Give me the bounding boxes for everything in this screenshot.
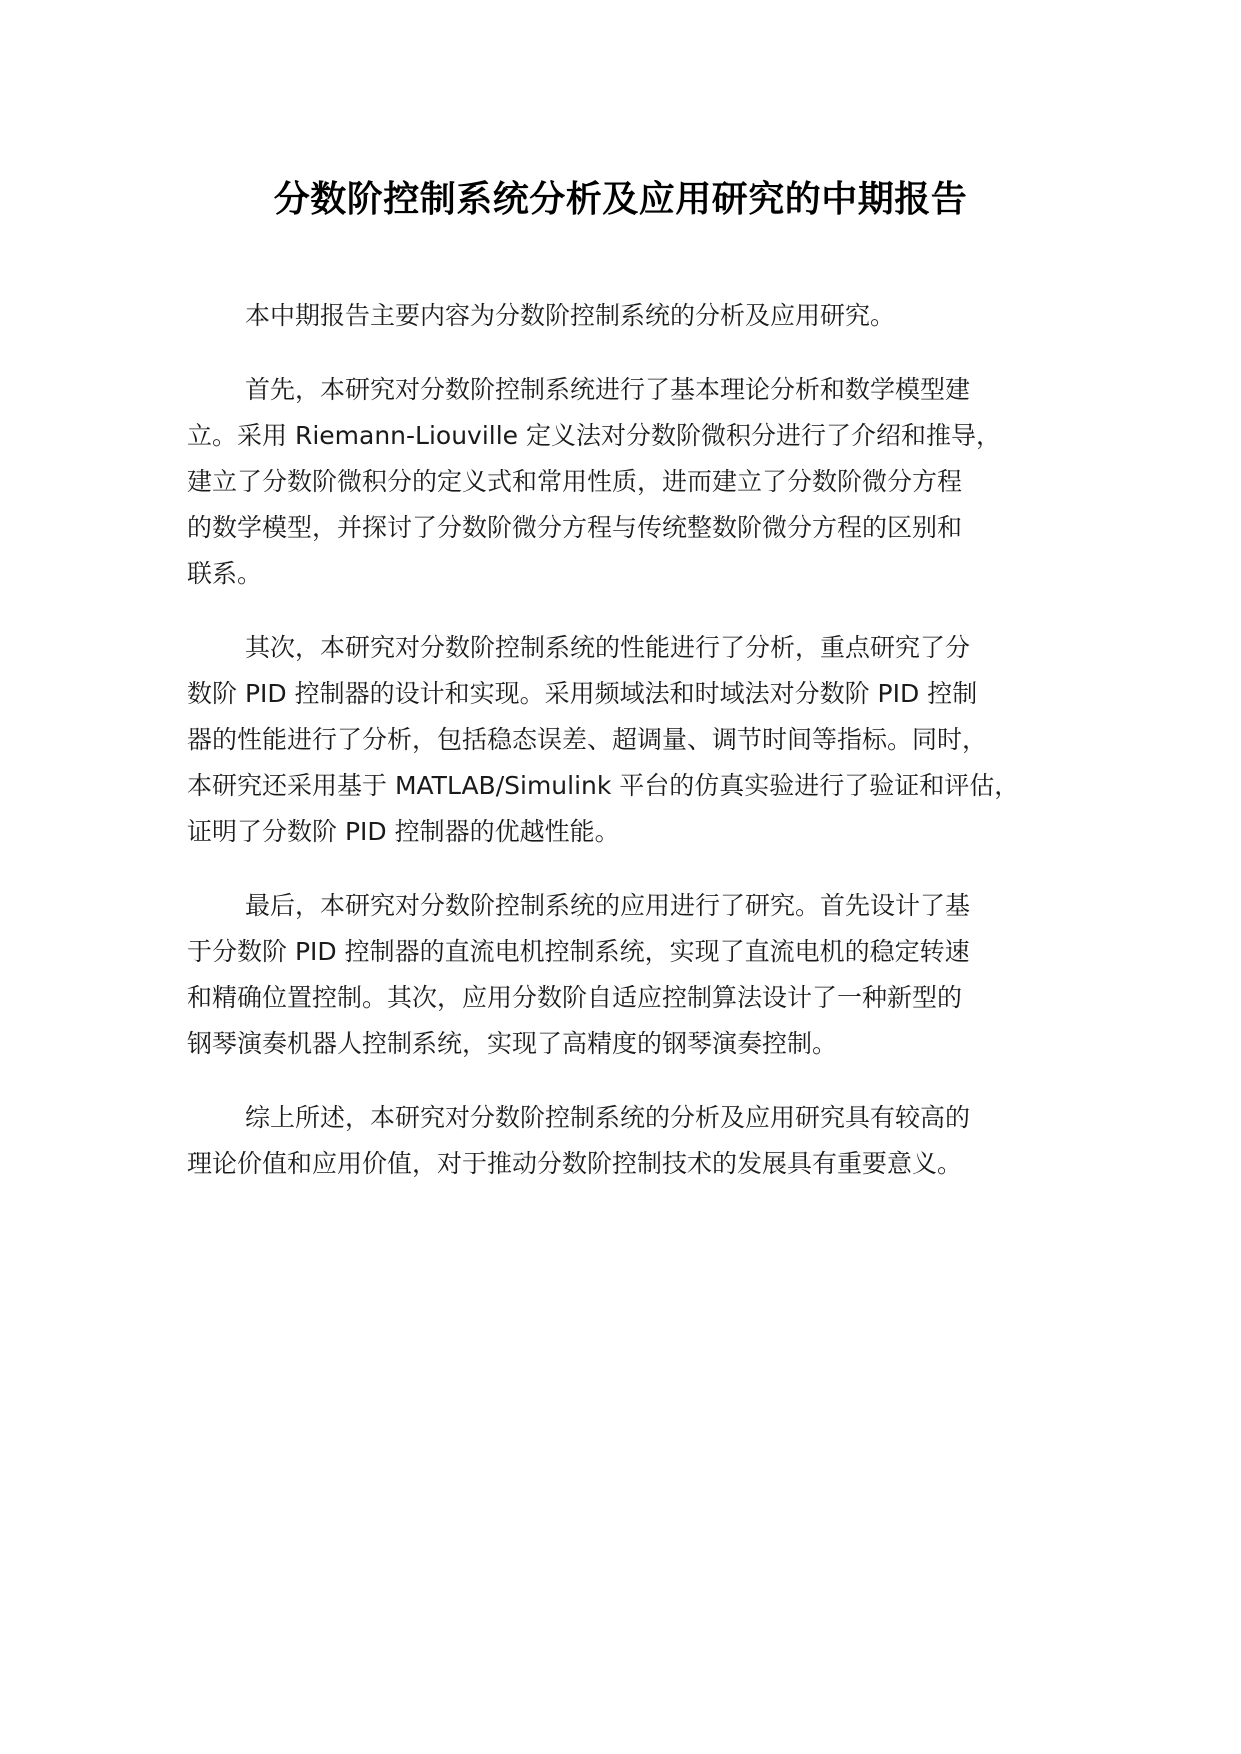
paragraph-line: 本研究还采用基于 MATLAB/Simulink 平台的仿真实验进行了验证和评估， (187, 771, 1020, 800)
paragraph-line: 建立了分数阶微积分的定义式和常用性质，进而建立了分数阶微分方程 (187, 467, 963, 496)
paragraph-line: 于分数阶 PID 控制器的直流电机控制系统，实现了直流电机的稳定转速 (187, 937, 970, 966)
paragraph-line: 综上所述，本研究对分数阶控制系统的分析及应用研究具有较高的 (245, 1103, 971, 1132)
document-body (187, 293, 1092, 1215)
paragraph-line: 最后，本研究对分数阶控制系统的应用进行了研究。首先设计了基 (245, 891, 971, 920)
paragraph-line: 立。采用 Riemann-Liouville 定义法对分数阶微积分进行了介绍和推导， (187, 421, 1002, 450)
paragraph-line: 首先，本研究对分数阶控制系统进行了基本理论分析和数学模型建 (245, 375, 971, 404)
paragraph-theory (187, 367, 1092, 597)
paragraph-line: 数阶 PID 控制器的设计和实现。采用频域法和时域法对分数阶 PID 控制 (187, 679, 978, 708)
paragraph-conclusion (187, 1095, 1092, 1187)
paragraph-application (187, 883, 1092, 1067)
document-title: 分数阶控制系统分析及应用研究的中期报告 (273, 179, 968, 220)
paragraph-intro (187, 293, 1092, 339)
paragraph-line: 其次，本研究对分数阶控制系统的性能进行了分析，重点研究了分 (245, 633, 971, 662)
paragraph-line: 的数学模型，并探讨了分数阶微分方程与传统整数阶微分方程的区别和 (187, 513, 963, 542)
paragraph-line: 钢琴演奏机器人控制系统，实现了高精度的钢琴演奏控制。 (187, 1029, 838, 1058)
paragraph-line: 器的性能进行了分析，包括稳态误差、超调量、调节时间等指标。同时， (187, 725, 988, 754)
paragraph-performance (187, 625, 1092, 855)
paragraph-line: 和精确位置控制。其次，应用分数阶自适应控制算法设计了一种新型的 (187, 983, 963, 1012)
paragraph-line: 证明了分数阶 PID 控制器的优越性能。 (187, 817, 620, 846)
paragraph-line: 联系。 (187, 559, 263, 588)
paragraph-line: 理论价值和应用价值，对于推动分数阶控制技术的发展具有重要意义。 (187, 1149, 963, 1178)
paragraph-line: 本中期报告主要内容为分数阶控制系统的分析及应用研究。 (245, 301, 896, 330)
